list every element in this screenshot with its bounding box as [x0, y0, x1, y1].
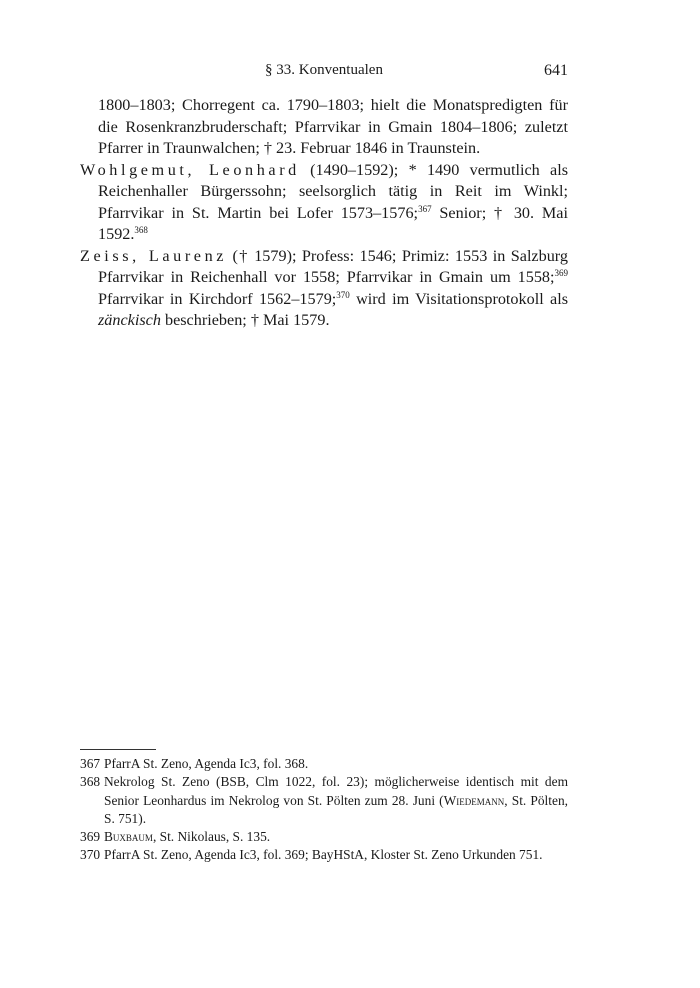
- entry-continuation: 1800–1803; Chorregent ca. 1790–1803; hielt die Monatspredigten für die Rosenkranzbruderschaft; Pfarrvikar in Gmain 1804–1806; zuletzt Pfarrer in Traunwalchen; † 23. Februar 1846 in Traunstein.: [98, 96, 568, 157]
- footnote-ref: 368: [134, 225, 148, 235]
- footnote: 369 Buxbaum, St. Nikolaus, S. 135.: [80, 828, 568, 846]
- entry-zeiss: Zeiss, Laurenz († 1579); Profess: 1546; Primiz: 1553 in Salzburg Pfarrvikar in Reichenhall vor 1558; Pfarrvikar in Gmain um 1558;$^{369}$ Pfarrvikar in Kirchdorf 1562–1579;$^{370}$ wird im Visitationsprotokoll als zänckisch beschrieben; † Mai 1579.: [80, 246, 569, 329]
- footnote: 367 PfarrA St. Zeno, Agenda Ic3, fol. 368.: [80, 755, 568, 773]
- footnote-number: 369: [80, 829, 101, 845]
- footnote-rule: [80, 749, 156, 750]
- footnote-number: 367: [80, 756, 101, 771]
- footnote-ref: 370: [336, 289, 350, 300]
- running-header: [80, 62, 568, 82]
- entry-name: Wohlgemut, Leonhard: [80, 160, 300, 179]
- emphasis: zänckisch: [98, 311, 161, 329]
- main-text: [80, 95, 568, 332]
- footnote-number: 370: [80, 847, 101, 863]
- footnotes: [80, 755, 568, 865]
- footnote-ref: 369: [554, 268, 568, 278]
- entry-name: Zeiss, Laurenz: [80, 246, 228, 265]
- footnote-number: 368: [80, 774, 101, 790]
- footnote: 370 PfarrA St. Zeno, Agenda Ic3, fol. 369; BayHStA, Kloster St. Zeno Urkunden 751.: [80, 846, 568, 864]
- footnote: 368 Nekrolog St. Zeno (BSB, Clm 1022, fol. 23); möglicherweise identisch mit dem Senior Leonhardus im Nekrolog von St. Pölten zum 28. Juni (Wiedemann, St. Pölten, S. 751).: [80, 774, 568, 826]
- page-number: 641: [544, 62, 568, 79]
- entry-wohlgemut: Wohlgemut, Leonhard (1490–1592); * 1490 vermutlich als Reichenhaller Bürgerssohn; seelsorglich tätig in Reit im Winkl; Pfarrvikar in St. Martin bei Lofer 1573–1576;$^{367}$ Senior; † 30. Mai 1592.$^{368}$: [80, 160, 568, 243]
- footnote-ref: 367: [418, 203, 432, 214]
- section-title: § 33. Konventualen: [265, 62, 383, 78]
